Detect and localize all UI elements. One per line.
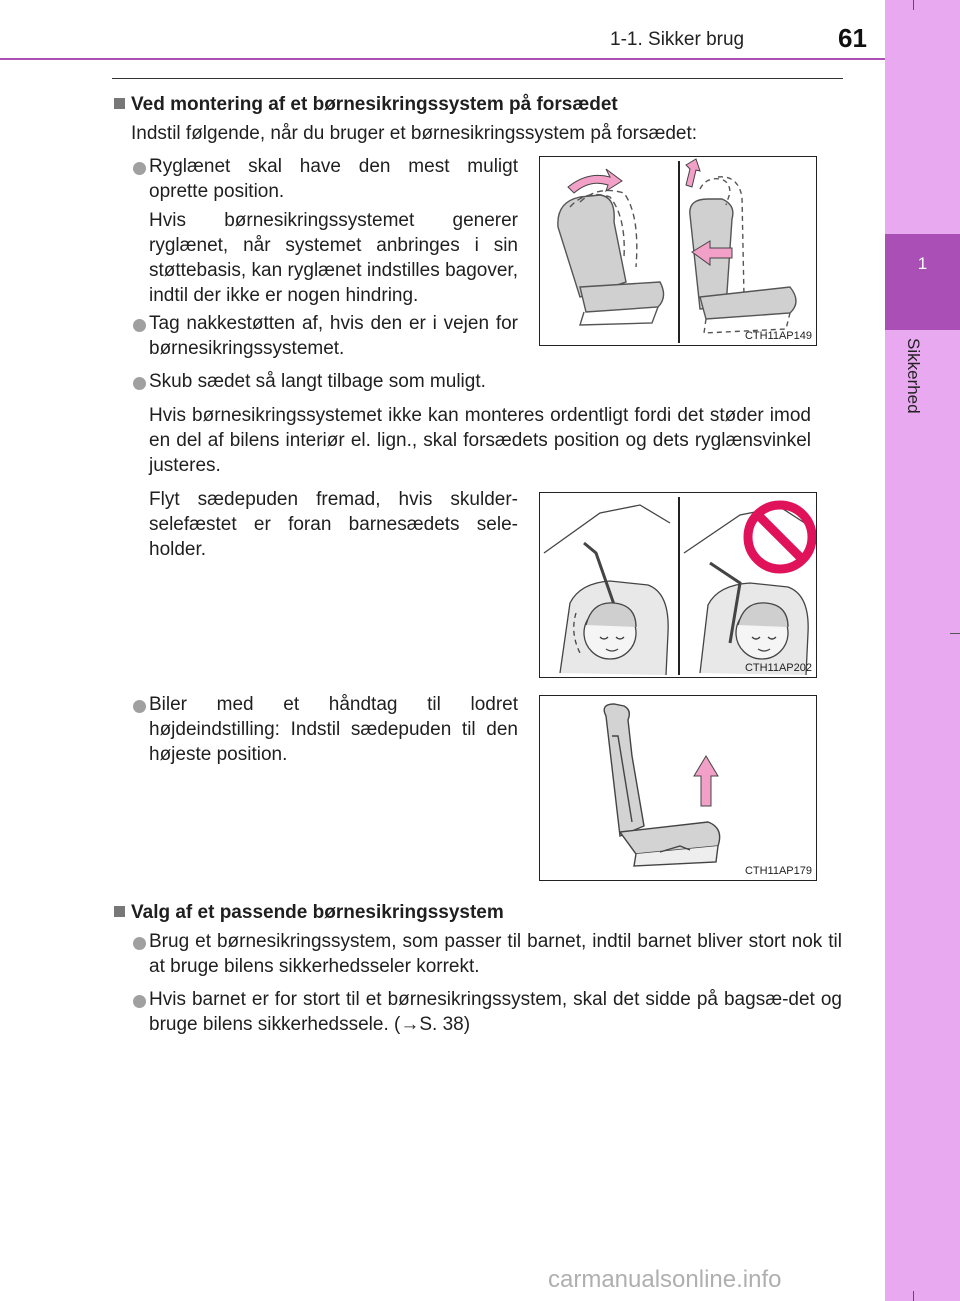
section-marker-square [114,906,125,917]
bullet-dot [133,162,146,175]
section-title: 1-1. Sikker brug [610,29,745,50]
chapter-sidebar [885,0,960,1301]
chapter-label-text: Sikkerhed [904,338,923,414]
bullet-dot [133,995,146,1008]
section-heading: Valg af et passende børnesikringssystem [131,902,504,923]
figure-code: CTH11AP149 [744,330,812,342]
bullet-note: Flyt sædepuden fremad, hvis skulder-selefæstet er foran barnesædets sele-holder. [149,489,518,560]
bullet-detail: Hvis børnesikringssystemet generer ryglænet, når systemet anbringes i sin støttebasis, kan ryglænet indstilles bagover, indtil der ikke er nogen hindring. [149,210,518,306]
bullet-text: Ryglænet skal have den mest muligt oprette position. [149,156,518,202]
bullet-dot [133,319,146,332]
section-marker-square [114,98,125,109]
bullet-dot [133,377,146,390]
seat-height-illustration [540,696,817,881]
section-heading: Ved montering af et børnesikringssystem på forsædet [131,94,618,115]
watermark: carmanualsonline.info [548,1266,782,1293]
content-rule [112,78,843,79]
child-seatbelt-figure [539,492,817,678]
seat-adjust-illustration [540,157,817,346]
chapter-label [903,338,923,458]
crop-mark [913,0,914,10]
crop-mark [950,633,960,634]
chapter-tab[interactable] [885,234,960,330]
page-number: 61 [838,23,867,53]
bullet-text: Skub sædet så langt tilbage som muligt. [149,371,486,392]
header-rule [0,58,885,60]
bullet-dot [133,937,146,950]
chapter-number: 1 [917,254,928,273]
section-intro: Indstil følgende, når du bruger et børnesikringssystem på forsædet: [131,123,698,144]
bullet-text: Brug et børnesikringssystem, som passer til barnet, indtil barnet bliver stort nok til at bruge bilens sikkerhedsseler korrekt. [149,931,842,977]
figure-code: CTH11AP202 [744,662,812,674]
figure-code: CTH11AP179 [744,865,812,877]
bullet-text: Hvis barnet er for stort til et børnesikringssystem, skal det sidde på bagsæ-det og bruge bilens sikkerhedssele. (→S. 38) [149,989,842,1035]
bullet-text: Tag nakkestøtten af, hvis den er i vejen for børnesikringssystemet. [149,313,518,359]
seat-adjust-figure [539,156,817,346]
crop-mark [913,1291,914,1301]
seat-height-figure [539,695,817,881]
bullet-text: Biler med et håndtag til lodret højdeindstilling: Indstil sædepuden til den højeste position. [149,694,518,765]
child-seatbelt-illustration [540,493,817,678]
bullet-dot [133,700,146,713]
bullet-detail: Hvis børnesikringssystemet ikke kan monteres ordentligt fordi det støder imod en del af bilens interiør el. lign., skal forsædets position og dets ryglænsvinkel justeres. [149,405,811,476]
